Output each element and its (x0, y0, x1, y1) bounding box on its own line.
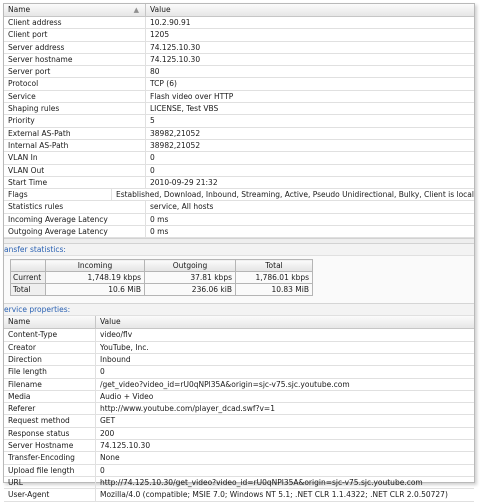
table-row[interactable] (4, 354, 474, 366)
stats-total-incoming: 10.6 MiB (46, 284, 145, 296)
stats-current-total: 1,786.01 kbps (236, 272, 313, 284)
property-value: 38982,21052 (150, 140, 201, 150)
property-value: 0 (100, 465, 105, 475)
property-name: Server hostname (4, 54, 146, 65)
table-row[interactable] (4, 91, 474, 103)
property-value: 74.125.10.30 (100, 441, 151, 451)
table-row[interactable] (4, 226, 474, 238)
property-value: 0 (100, 367, 105, 377)
property-name: External AS-Path (4, 128, 146, 139)
property-value: 200 (100, 428, 115, 438)
table-row[interactable] (4, 17, 474, 29)
table-row[interactable] (4, 42, 474, 54)
transfer-statistics-table (10, 259, 313, 296)
property-name: Client address (4, 17, 146, 28)
table-row[interactable] (4, 465, 474, 477)
transfer-statistics-area (4, 256, 474, 304)
table-row[interactable] (4, 165, 474, 177)
property-value: /get_video?video_id=rU0qNPl35A&origin=sjc-v75.sjc.youtube.com (100, 379, 350, 389)
table-row[interactable] (4, 415, 474, 427)
property-name: Server Hostname (4, 440, 96, 451)
table-row[interactable] (4, 391, 474, 403)
stats-total-header: Total (236, 260, 313, 272)
stats-corner-header (11, 260, 46, 272)
property-value: Audio + Video (100, 391, 154, 401)
property-name: Referer (4, 403, 96, 414)
table-row[interactable] (4, 428, 474, 440)
stats-current-incoming: 1,748.19 kbps (46, 272, 145, 284)
property-value: 1205 (150, 30, 170, 40)
property-value: http://www.youtube.com/player_dcad.swf?v=1 (100, 404, 275, 414)
table-row[interactable] (4, 103, 474, 115)
property-name: Shaping rules (4, 103, 146, 114)
stats-total-row (11, 284, 313, 296)
property-name: VLAN In (4, 152, 146, 163)
property-value: 0 (150, 165, 155, 175)
table-row[interactable] (4, 177, 474, 189)
property-value: Inbound (100, 354, 131, 364)
table-row[interactable] (4, 152, 474, 164)
table-row[interactable] (4, 329, 474, 341)
value-column-label: Value (150, 5, 171, 14)
property-value: Flash video over HTTP (150, 91, 234, 101)
property-name: Direction (4, 354, 96, 365)
table-row[interactable] (4, 477, 474, 489)
stats-outgoing-header: Outgoing (145, 260, 236, 272)
property-name: Service (4, 91, 146, 102)
property-value: 74.125.10.30 (150, 42, 201, 52)
property-name: Outgoing Average Latency (4, 226, 146, 237)
property-value: TCP (6) (150, 79, 177, 89)
table-row[interactable] (4, 115, 474, 127)
property-value: Mozilla/4.0 (compatible; MSIE 7.0; Windows NT 5.1; .NET CLR 1.1.4322; .NET CLR 2.0.50727) (100, 490, 448, 500)
property-name: Protocol (4, 78, 146, 89)
table-row[interactable] (4, 201, 474, 213)
property-value: Established, Download, Inbound, Streaming, Active, Pseudo Unidirectional, Bulky, Client is local (115, 190, 474, 200)
stats-incoming-header: Incoming (46, 260, 145, 272)
property-value: 74.125.10.30 (150, 54, 201, 64)
property-name: Filename (4, 379, 96, 390)
stats-total-outgoing: 236.06 kiB (145, 284, 236, 296)
service-value-column-header[interactable] (96, 316, 121, 328)
property-name: URL (4, 477, 96, 488)
connection-rows (4, 17, 474, 238)
table-row[interactable] (4, 379, 474, 391)
service-table-header (4, 316, 474, 329)
property-name: Internal AS-Path (4, 140, 146, 151)
property-name: Server address (4, 42, 146, 53)
property-value: GET (100, 416, 116, 426)
transfer-statistics-title: ansfer statistics: (4, 244, 474, 256)
property-value: service, All hosts (150, 202, 214, 212)
property-name: Statistics rules (4, 201, 146, 212)
property-name: Content-Type (4, 329, 96, 340)
table-row[interactable] (4, 54, 474, 66)
table-row[interactable] (4, 29, 474, 41)
property-value: None (100, 453, 120, 463)
property-name: Priority (4, 115, 146, 126)
service-rows (4, 329, 474, 501)
table-row[interactable] (4, 366, 474, 378)
table-row[interactable] (4, 78, 474, 90)
value-column-header[interactable] (146, 4, 171, 16)
service-properties-title: ervice properties: (4, 304, 474, 316)
table-row[interactable] (4, 452, 474, 464)
service-value-column-label: Value (100, 317, 121, 327)
property-name: Request method (4, 415, 96, 426)
service-name-column-header[interactable] (4, 316, 96, 328)
property-name: Response status (4, 428, 96, 439)
stats-current-row (11, 272, 313, 284)
table-row[interactable] (4, 489, 474, 501)
table-row[interactable] (4, 140, 474, 152)
property-value: 0 (150, 153, 155, 163)
stats-header-row (11, 260, 313, 272)
stats-total-total: 10.83 MiB (236, 284, 313, 296)
property-value: 0 ms (150, 214, 169, 224)
stats-row-label: Total (11, 284, 46, 296)
stats-current-outgoing: 37.81 kbps (145, 272, 236, 284)
sort-ascending-icon: ▲ (133, 6, 139, 14)
connection-table-header (4, 4, 474, 17)
table-row[interactable] (4, 66, 474, 78)
service-name-column-label: Name (8, 317, 31, 327)
property-name: Transfer-Encoding (4, 452, 96, 463)
property-name: Media (4, 391, 96, 402)
property-name: User-Agent (4, 489, 96, 500)
property-value: http://74.125.10.30/get_video?video_id=rU0qNPl35A&origin=sjc-v75.sjc.youtube.com (100, 477, 423, 487)
table-row[interactable] (4, 440, 474, 452)
property-name: Flags (4, 189, 112, 200)
table-row[interactable] (4, 214, 474, 226)
table-row[interactable] (4, 403, 474, 415)
table-row[interactable] (4, 342, 474, 354)
property-name: Upload file length (4, 465, 96, 476)
service-properties-table (4, 316, 474, 501)
property-value: YouTube, Inc. (100, 342, 149, 352)
name-column-header[interactable] (4, 4, 146, 16)
property-name: File length (4, 366, 96, 377)
property-value: LICENSE, Test VBS (150, 104, 219, 114)
property-name: Start Time (4, 177, 146, 188)
connection-properties-table (4, 4, 474, 238)
name-column-label: Name (8, 5, 31, 14)
property-value: 0 ms (150, 227, 169, 237)
property-name: VLAN Out (4, 165, 146, 176)
property-name: Server port (4, 66, 146, 77)
property-value: 10.2.90.91 (150, 18, 191, 27)
property-value: video/flv (100, 330, 133, 340)
table-row[interactable] (4, 128, 474, 140)
table-row[interactable] (4, 189, 474, 201)
property-value: 80 (150, 67, 160, 77)
property-value: 38982,21052 (150, 128, 201, 138)
property-name: Creator (4, 342, 96, 353)
stats-row-label: Current (11, 272, 46, 284)
property-value: 2010-09-29 21:32 (150, 177, 218, 187)
property-value: 5 (150, 116, 155, 126)
connection-details-window (3, 3, 475, 500)
property-name: Client port (4, 29, 146, 40)
property-name: Incoming Average Latency (4, 214, 146, 225)
